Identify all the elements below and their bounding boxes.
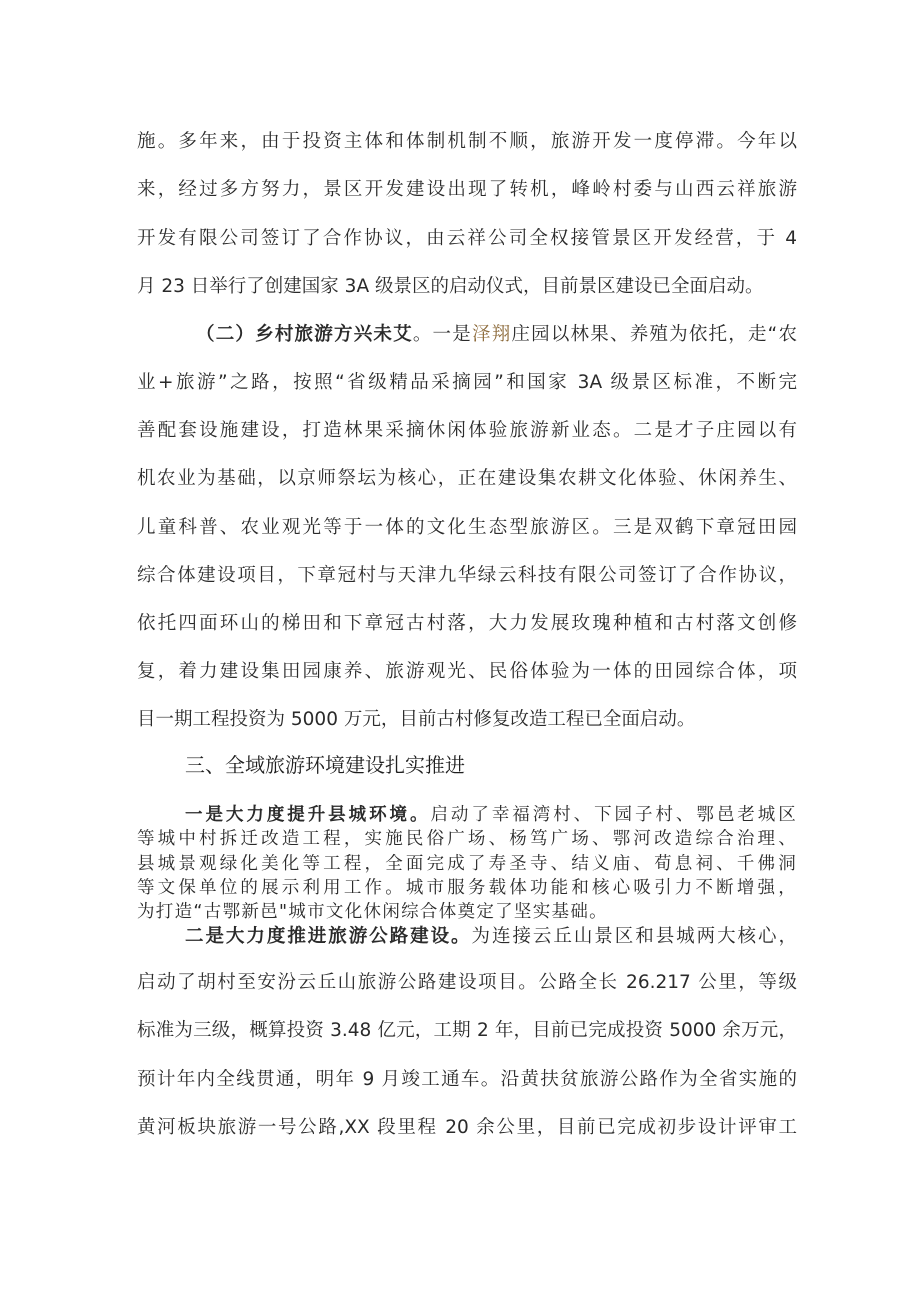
text-line: 综合体建设项目，下章冠村与天津九华绿云科技有限公司签订了合作协议， <box>137 565 797 586</box>
text-line: 来，经过多方努力，景区开发建设出现了转机，峰岭村委与山西云祥旅游 <box>137 179 797 200</box>
text-line: 黄河板块旅游一号公路,XX 段里程 20 余公里，目前已完成初步设计评审工 <box>137 1117 797 1138</box>
section-2-first-line: （二）乡村旅游方兴未艾。一是泽翔庄园以林果、养殖为依托，走“农 <box>196 324 797 345</box>
text-line: 标准为三级，概算投资 3.48 亿元，工期 2 年，目前已完成投资 5000 余万元， <box>137 1020 797 1041</box>
text-line: 善配套设施建设，打造林果采摘休闲体验旅游新业态。二是才子庄园以有 <box>137 420 797 441</box>
text-line: 开发有限公司签订了合作协议，由云祥公司全权接管景区开发经营，于 4 <box>137 228 797 249</box>
block-1-first-line: 一是大力度提升县城环境。启动了幸福湾村、下园子村、鄂邑老城区 <box>185 805 797 825</box>
text-line: 预计年内全线贯通，明年 9 月竣工通车。沿黄扶贫旅游公路作为全省实施的 <box>137 1069 797 1090</box>
text-line: 县城景观绿化美化等工程，全面完成了寿圣寺、结义庙、荀息祠、千佛洞 <box>137 854 797 874</box>
text-line: 复，着力建设集田园康养、旅游观光、民俗体验为一体的田园综合体，项 <box>137 661 797 682</box>
text-line: 等文保单位的展示利用工作。城市服务载体功能和核心吸引力不断增强， <box>137 878 797 898</box>
text-line: 依托四面环山的梯田和下章冠古村落，大力发展玫瑰种植和古村落文创修 <box>137 613 797 634</box>
block-2-lead: 二是大力度推进旅游公路建设。 <box>185 926 472 947</box>
text-line: 施。多年来，由于投资主体和体制机制不顺，旅游开发一度停滞。今年以 <box>137 131 797 152</box>
block-2-first-line: 二是大力度推进旅游公路建设。为连接云丘山景区和县城两大核心， <box>185 926 797 947</box>
section-3-heading: 三、全域旅游环境建设扎实推进 <box>185 753 465 777</box>
text-line: 业+旅游”之路，按照“省级精品采摘园”和国家 3A 级景区标准，不断完 <box>137 372 797 393</box>
text-line: 为打造“古鄂新邑"城市文化休闲综合体奠定了坚实基础。 <box>137 902 608 922</box>
text-line: 机农业为基础，以京师祭坛为核心，正在建设集农耕文化体验、休闲养生、 <box>137 468 797 489</box>
text-line: 月 23 日举行了创建国家 3A 级景区的启动仪式，目前景区建设已全面启动。 <box>137 276 764 297</box>
section-2-lead: （二）乡村旅游方兴未艾 <box>196 324 413 345</box>
text-line: 等城中村拆迁改造工程，实施民俗广场、杨笃广场、鄂河改造综合治理、 <box>137 829 797 849</box>
text-line: 儿童科普、农业观光等于一体的文化生态型旅游区。三是双鹤下章冠田园 <box>137 517 797 538</box>
text-line: 目一期工程投资为 5000 万元，目前古村修复改造工程已全面启动。 <box>137 709 696 730</box>
block-1-lead: 一是大力度提升县城环境。 <box>185 805 431 825</box>
text-line: 启动了胡村至安汾云丘山旅游公路建设项目。公路全长 26.217 公里，等级 <box>137 972 797 993</box>
